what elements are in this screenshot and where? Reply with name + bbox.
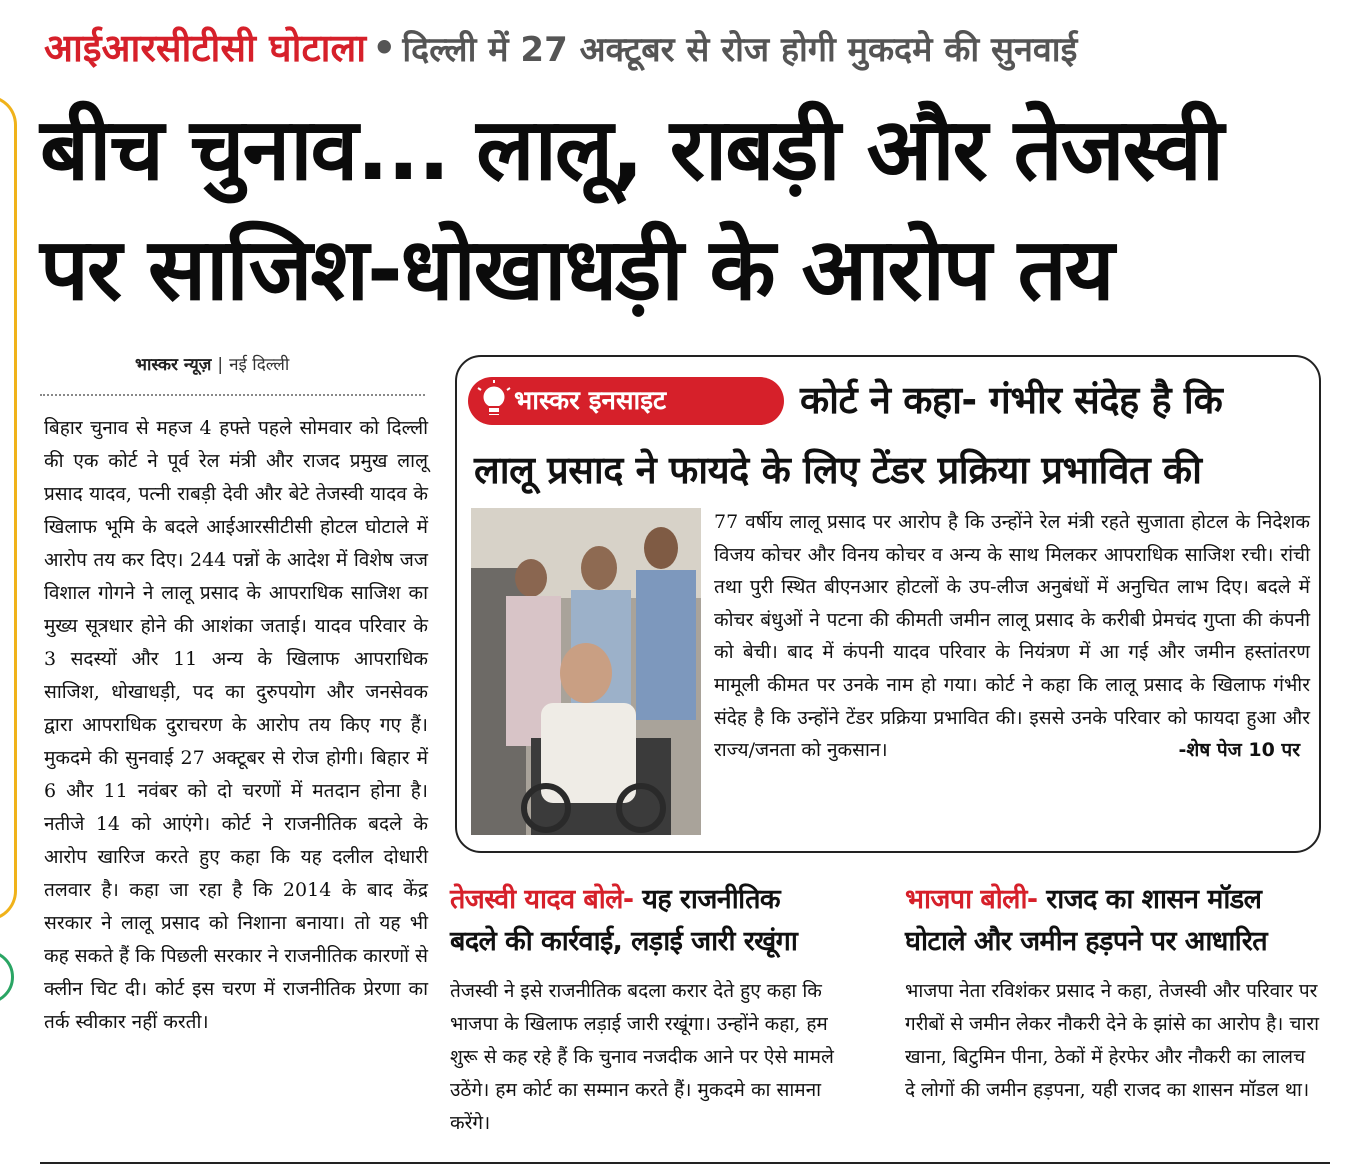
bjp-headline-red: भाजपा बोली- [905, 884, 1038, 915]
tejashwi-headline-red: तेजस्वी यादव बोले- [450, 884, 634, 915]
byline-place: नई दिल्ली [229, 355, 290, 375]
main-story-body: बिहार चुनाव से महज 4 हफ्ते पहले सोमवार को दिल्ली की एक कोर्ट ने पूर्व रेल मंत्री और राजद प्रमुख लालू प्रसाद यादव, पत्नी राबड़ी देवी और बेटे तेजस्वी यादव के खिलाफ भूमि के बदले आईआरसीटीसी होटल घोटाले में आरोप तय कर दिए। 244 पन्नों के आदेश में विशेष जज विशाल गोगने ने लालू प्रसाद के आपराधिक साजिश का मुख्य सूत्रधार होने की आशंका जताई। यादव परिवार के 3 सदस्यों और 11 अन्य के खिलाफ आपराधिक साजिश, धोखाधड़ी, पद का दुरुपयोग और जनसेवक द्वारा आपराधिक दुराचरण के आरोप तय किए गए हैं। मुकदमे की सुनवाई 27 अक्टूबर से रोज होगी। बिहार में 6 और 11 नवंबर को दो चरणों में मतदान होना है। नतीजे 14 को आएंगे। कोर्ट ने राजनीतिक बदले के आरोप खारिज करते हुए कहा कि यह दलील दोधारी तलवार है। कहा जा रहा है कि 2014 के बाद केंद्र सरकार ने लालू प्रसाद को निशाना बनाया। तो यह भी कह सकते हैं कि पिछली सरकार ने राजनीतिक कारणों से क्लीन चिट दी। कोर्ट इस चरण में राजनीतिक प्रेरणा का तर्क स्वीकार नहीं करती। [44, 417, 428, 1033]
continued-reference: -शेष पेज 10 पर [1178, 739, 1300, 762]
byline-separator: | [217, 355, 224, 375]
tejashwi-headline-line-1 [450, 880, 780, 920]
margin-circle-green [0, 950, 14, 1004]
insight-body-text: 77 वर्षीय लालू प्रसाद पर आरोप है कि उन्होंने रेल मंत्री रहते सुजाता होटल के निदेशक विजय कोचर और विनय कोचर व अन्य के साथ मिलकर आपराधिक साजिश रची। रांची तथा पुरी स्थित बीएनआर होटलों के उप-लीज अनुबंधों में अनुचित लाभ दिए। बदले में कोचर बंधुओं ने पटना की कीमती जमीन लालू प्रसाद के करीबी प्रेमचंद गुप्ता की कंपनी को बेची। बाद में कंपनी यादव परिवार के नियंत्रण में आ गई और जमीन हस्तांतरण मामूली कीमत पर उनके नाम हो गया। कोर्ट ने कहा कि लालू प्रसाद के खिलाफ गंभीर संदेह है कि उन्होंने टेंडर प्रक्रिया प्रभावित की। इससे उनके परिवार को फायदा हुआ और राज्य/जनता को नुकसान। [714, 511, 1310, 762]
kicker-separator: • [372, 26, 397, 70]
byline-source: भास्कर न्यूज़ [135, 355, 212, 375]
byline [135, 352, 289, 375]
bottom-rule [40, 1162, 1330, 1164]
headline-line-2: पर साजिश-धोखाधड़ी के आरोप तय [40, 220, 1113, 320]
bjp-headline-line-1 [905, 880, 1261, 920]
headline-line-1: बीच चुनाव... लालू, राबड़ी और तेजस्वी [40, 100, 1223, 200]
tejashwi-headline-line-2: बदले की कार्रवाई, लड़ाई जारी रखूंगा [450, 926, 798, 957]
kicker-label: आईआरसीटीसी घोटाला [44, 26, 367, 70]
bjp-headline-black: राजद का शासन मॉडल [1046, 884, 1262, 915]
bjp-headline-line-2: घोटाले और जमीन हड़पने पर आधारित [905, 926, 1267, 957]
kicker-text: दिल्ली में 27 अक्टूबर से रोज होगी मुकदमे की सुनवाई [402, 30, 1078, 70]
margin-frame-yellow [0, 95, 17, 921]
tejashwi-story-body: तेजस्वी ने इसे राजनीतिक बदला करार देते हुए कहा कि भाजपा के खिलाफ लड़ाई जारी रखूंगा। उन्होंने कहा, हम शुरू से कह रहे हैं कि चुनाव नजदीक आने पर ऐसे मामले उठेंगे। हम कोर्ट का सम्मान करते हैं। मुकदमे का सामना करेंगे। [450, 980, 834, 1134]
bjp-story-body: भाजपा नेता रविशंकर प्रसाद ने कहा, तेजस्वी और परिवार पर गरीबों से जमीन लेकर नौकरी देने के झांसे का आरोप है। चारा खाना, बिटुमिन पीना, ठेकों में हेरफेर और नौकरी का लालच दे लोगों की जमीन हड़पना, यही राजद का शासन मॉडल था। [905, 980, 1320, 1101]
insight-badge: भास्कर इनसाइट [468, 377, 784, 425]
insight-body [714, 506, 1310, 767]
kicker-line [44, 16, 1344, 80]
tejashwi-headline-black: यह राजनीतिक [642, 884, 781, 915]
byline-divider [40, 394, 425, 396]
insight-headline-line-2: लालू प्रसाद ने फायदे के लिए टेंडर प्रक्रिया प्रभावित की [474, 448, 1202, 492]
insight-headline-line-1: कोर्ट ने कहा- गंभीर संदेह है कि [800, 378, 1223, 422]
news-photo [471, 508, 701, 835]
lightbulb-icon [474, 380, 514, 422]
